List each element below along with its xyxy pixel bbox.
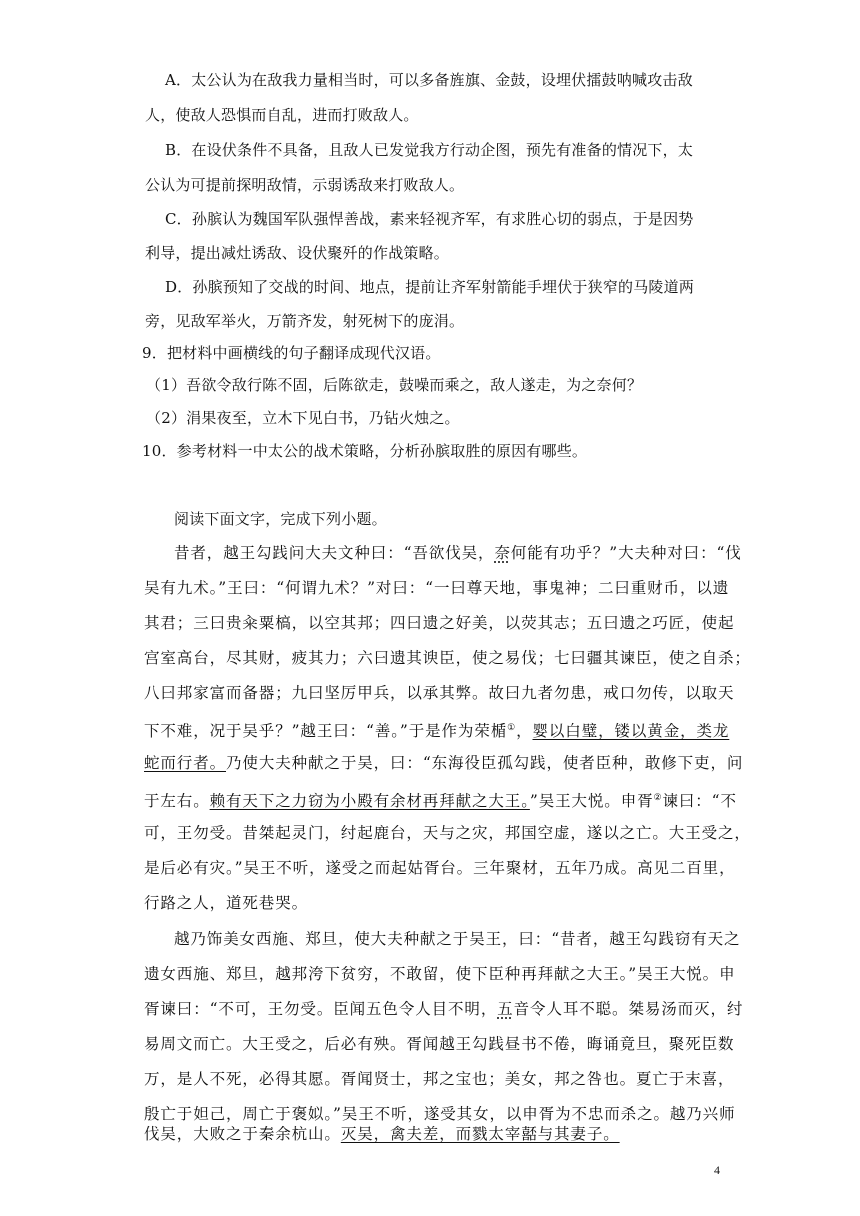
option-d-line1: D．孙膑预知了交战的时间、地点，提前让齐军射箭能手埋伏于狭窄的马陵道两 xyxy=(165,278,695,296)
passage-p2-line5: 万，是人不死，必得其愿。胥闻贤士，邦之宝也；美女，邦之咎也。夏亡于末喜， xyxy=(144,1070,735,1088)
passage-p1-line9: 可，王勿受。昔桀起灵门，纣起鹿台，天与之灾，邦国空虚，遂以之亡。大王受之， xyxy=(144,824,751,842)
text-span: 昔者，越王勾践问大夫文种曰：“吾欲伐吴， xyxy=(174,544,495,562)
text-span: 伐吴，大败之于秦余杭山。 xyxy=(144,1125,341,1143)
question-9: 9．把材料中画横线的句子翻译成现代汉语。 xyxy=(142,344,441,362)
passage-p1-line4: 宫室高台，尽其财，疲其力；六曰遗其谀臣，使之易伐；七曰疆其谏臣，使之自杀； xyxy=(144,649,751,667)
passage-p2-line7 xyxy=(144,1124,620,1144)
passage-p2-line1: 越乃饰美女西施、郑旦，使大夫种献之于吴王，曰：“昔者，越王勾践窃有天之 xyxy=(174,930,741,948)
underlined-sentence-1: 婴以白璧，镂以黄金，类龙 xyxy=(532,722,730,741)
text-span: 胥谏曰：“不可，王勿受。臣闻五色令人目不明， xyxy=(144,1000,498,1018)
passage-p2-line4: 易周文而亡。大王受之，后必有殃。胥闻越王勾践昼书不倦，晦诵竟旦，聚死臣数 xyxy=(144,1035,735,1053)
text-span: 于左右。 xyxy=(144,792,210,811)
text-span: ”吴王大悦。申胥 xyxy=(529,792,654,811)
reading-instruction: 阅读下面文字，完成下列小题。 xyxy=(174,510,387,528)
passage-p1-line5: 八曰邦家富而备器；九曰坚厉甲兵，以承其弊。故曰九者勿患，戒口勿传，以取天 xyxy=(144,684,735,702)
text-span: 谏曰：“不 xyxy=(662,792,737,811)
page-number: 4 xyxy=(714,1163,720,1177)
option-a-line1: A．太公认为在敌我力量相当时，可以多备旌旗、金鼓，设埋伏擂鼓呐喊攻击敌 xyxy=(165,71,693,89)
passage-p1-line3: 其君；三曰贵籴粟槁，以空其邦；四曰遗之好美，以荧其志；五曰遗之巧匠，使起 xyxy=(144,614,735,632)
passage-p1-line2: 吴有九术。”王曰：“何谓九术？”对曰：“一曰尊天地，事鬼神；二曰重财币，以遗 xyxy=(144,579,730,597)
question-10: 10．参考材料一中太公的战术策略，分析孙膑取胜的原因有哪些。 xyxy=(142,442,588,460)
text-span: 音令人耳不聪。桀易汤而灭，纣 xyxy=(513,1000,744,1018)
text-span: ， xyxy=(516,722,533,741)
footnote-marker-1: ① xyxy=(507,723,517,733)
option-c-line2: 利导，提出减灶诱敌、设伏聚歼的作战策略。 xyxy=(145,244,450,262)
dotted-char: 五 xyxy=(497,1000,514,1018)
footnote-marker-2: ② xyxy=(653,793,663,803)
passage-p1-line7 xyxy=(144,753,743,773)
underlined-sentence-3: 灭吴，禽夫差，而戮太宰嚭与其妻子。 xyxy=(340,1125,620,1143)
option-c-line1: C．孙膑认为魏国军队强悍善战，素来轻视齐军，有求胜心切的弱点，于是因势 xyxy=(165,210,694,228)
passage-p2-line6: 殷亡于妲己，周亡于褒姒。”吴王不听，遂受其女，以申胥为不忠而杀之。越乃兴师 xyxy=(144,1105,736,1123)
passage-p1-line10: 是后必有灾。”吴王不听，遂受之而起姑胥台。三年聚材，五年乃成。高见二百里， xyxy=(144,859,736,877)
question-9-1: （1）吾欲令敌行陈不固，后陈欲走，鼓噪而乘之，敌人遂走，为之奈何？ xyxy=(146,376,643,394)
dotted-char: 奈 xyxy=(494,544,511,562)
text-span: 何能有功乎？”大夫种对曰：“伐 xyxy=(510,544,742,562)
passage-p2-line2: 遗女西施、郑旦，越邦洿下贫穷，不敢留，使下臣种再拜献之大王。”吴王大悦。申 xyxy=(144,965,736,983)
passage-p1-line6 xyxy=(144,718,729,741)
text-span: 乃使大夫种献之于吴，曰：“东海役臣孤勾践，使者臣种，敢修下吏，问 xyxy=(226,754,744,772)
passage-p2-line3 xyxy=(144,999,743,1019)
underlined-sentence-2: 赖有天下之力窃为小殿有余材再拜献之大王。 xyxy=(209,792,530,811)
option-b-line2: 公认为可提前探明敌情，示弱诱敌来打败敌人。 xyxy=(145,176,465,194)
text-span: 下不难，况于吴乎？”越王曰：“善。”于是作为荣楯 xyxy=(144,722,508,741)
passage-p1-line8 xyxy=(144,788,737,811)
option-d-line2: 旁，见敌军举火，万箭齐发，射死树下的庞涓。 xyxy=(145,312,465,330)
question-9-2: （2）涓果夜至，立木下见白书，乃钻火烛之。 xyxy=(146,409,460,427)
option-a-line2: 人，使敌人恐惧而自乱，进而打败敌人。 xyxy=(145,106,419,124)
underlined-sentence-1-end: 蛇而行者。 xyxy=(144,754,227,772)
option-b-line1: B．在设伏条件不具备，且敌人已发觉我方行动企图，预先有准备的情况下，太 xyxy=(165,141,694,159)
passage-p1-line1 xyxy=(174,543,742,563)
passage-p1-line11: 行路之人，道死巷哭。 xyxy=(144,894,309,912)
